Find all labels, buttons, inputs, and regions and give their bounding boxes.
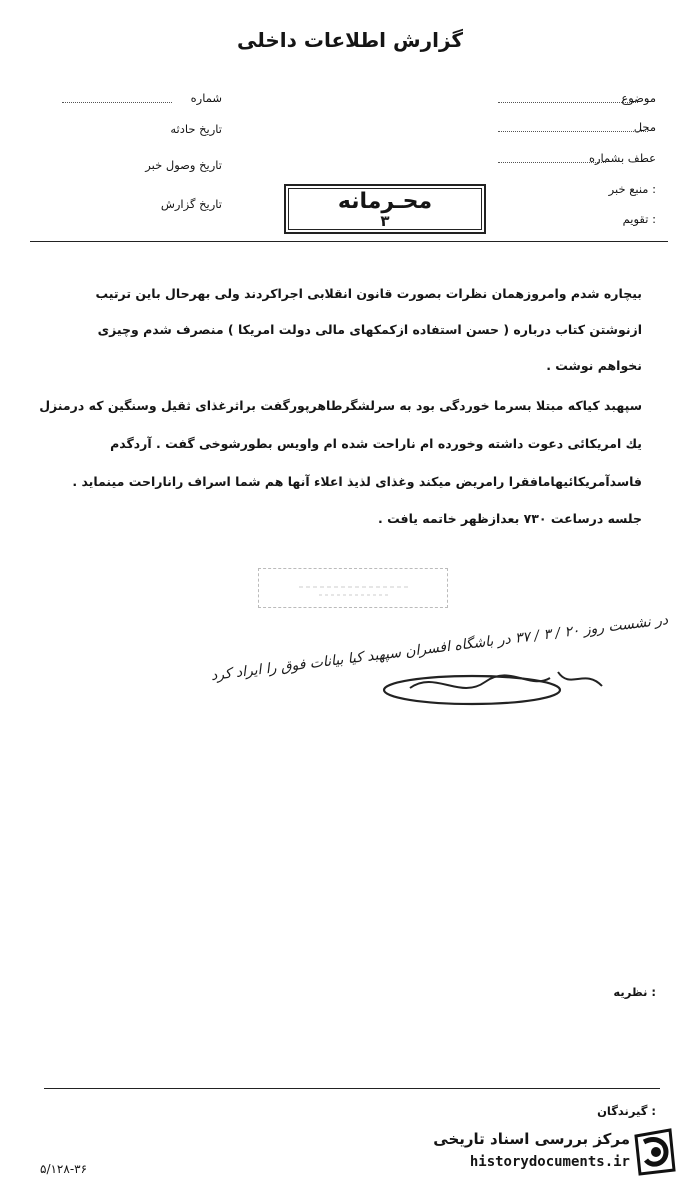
receipt-date-label: تاریخ وصول خبر bbox=[145, 158, 222, 172]
handwritten-note: در نشست روز ۲۰ / ۳ / ۳۷ در باشگاه افسران سپهبد کیا بیانات فوق را ایراد کرد bbox=[210, 612, 669, 685]
report-date-label: تاریخ گزارش bbox=[160, 197, 222, 211]
calendar-label: تقویم : bbox=[622, 212, 656, 226]
incident-date-label: تاریخ حادثه bbox=[170, 122, 222, 136]
subject-label: موضوع bbox=[621, 91, 656, 105]
watermark-url: historydocuments.ir bbox=[469, 1154, 630, 1170]
faint-stamp-remnant bbox=[258, 568, 448, 608]
watermark-org: مرکز بررسی اسناد تاریخی bbox=[433, 1130, 630, 1148]
archive-logo-icon bbox=[630, 1126, 680, 1178]
subject-dotted-line bbox=[498, 102, 638, 103]
stamp-text: محـرمانه bbox=[337, 189, 433, 214]
confidential-stamp bbox=[284, 184, 486, 234]
place-dotted-line bbox=[498, 131, 648, 132]
number-label: شماره bbox=[190, 91, 222, 105]
reference-label: عطف بشماره bbox=[588, 151, 656, 165]
place-label: محل bbox=[633, 120, 656, 134]
opinion-label: نظریه : bbox=[613, 985, 656, 999]
header-divider bbox=[30, 241, 668, 242]
number-dotted-line bbox=[62, 102, 172, 103]
body-line-7: جلسه درساعت ۷۳۰ بعدازظهر خاتمه یافت . bbox=[378, 511, 642, 526]
source-label: منبع خبر : bbox=[608, 182, 656, 196]
signature-scribble bbox=[380, 660, 610, 710]
document-title: گزارش اطلاعات داخلی bbox=[236, 28, 464, 52]
recipients-label: گیرندگان : bbox=[597, 1104, 656, 1118]
body-line-4: سپهبد کیاکه مبتلا بسرما خوردگی بود به سرلشگرطاهرپورگفت براثرغذای ثقیل وسنگین که درمنزل bbox=[39, 398, 642, 413]
form-code: ۵/۱۲۸-۳۶ bbox=[40, 1162, 88, 1176]
body-line-3: نخواهم نوشت . bbox=[546, 358, 642, 373]
body-line-5: یك امریکائی دعوت داشته وخورده ام ناراحت شده ام واویس بطورشوخی گفت . آردگدم bbox=[110, 436, 642, 451]
reference-dotted-line bbox=[498, 162, 606, 163]
body-line-2: ازنوشتن کتاب درباره ( حسن استفاده ازکمکهای مالی دولت امریکا ) منصرف شدم وچیزی bbox=[97, 322, 642, 337]
footer-divider bbox=[44, 1088, 660, 1089]
body-line-1: بیچاره شدم وامروزهمان نظرات بصورت قانون انقلابی اجراکردند ولی بهرحال باین ترتیب bbox=[95, 286, 642, 301]
body-line-6: فاسدآمریکائیهامافقرا رامریض میکند وغذای لذیذ اعلاء آنها هم شما اسراف راناراحت مینماید . bbox=[72, 474, 642, 489]
stamp-number: ۳ bbox=[380, 212, 390, 230]
